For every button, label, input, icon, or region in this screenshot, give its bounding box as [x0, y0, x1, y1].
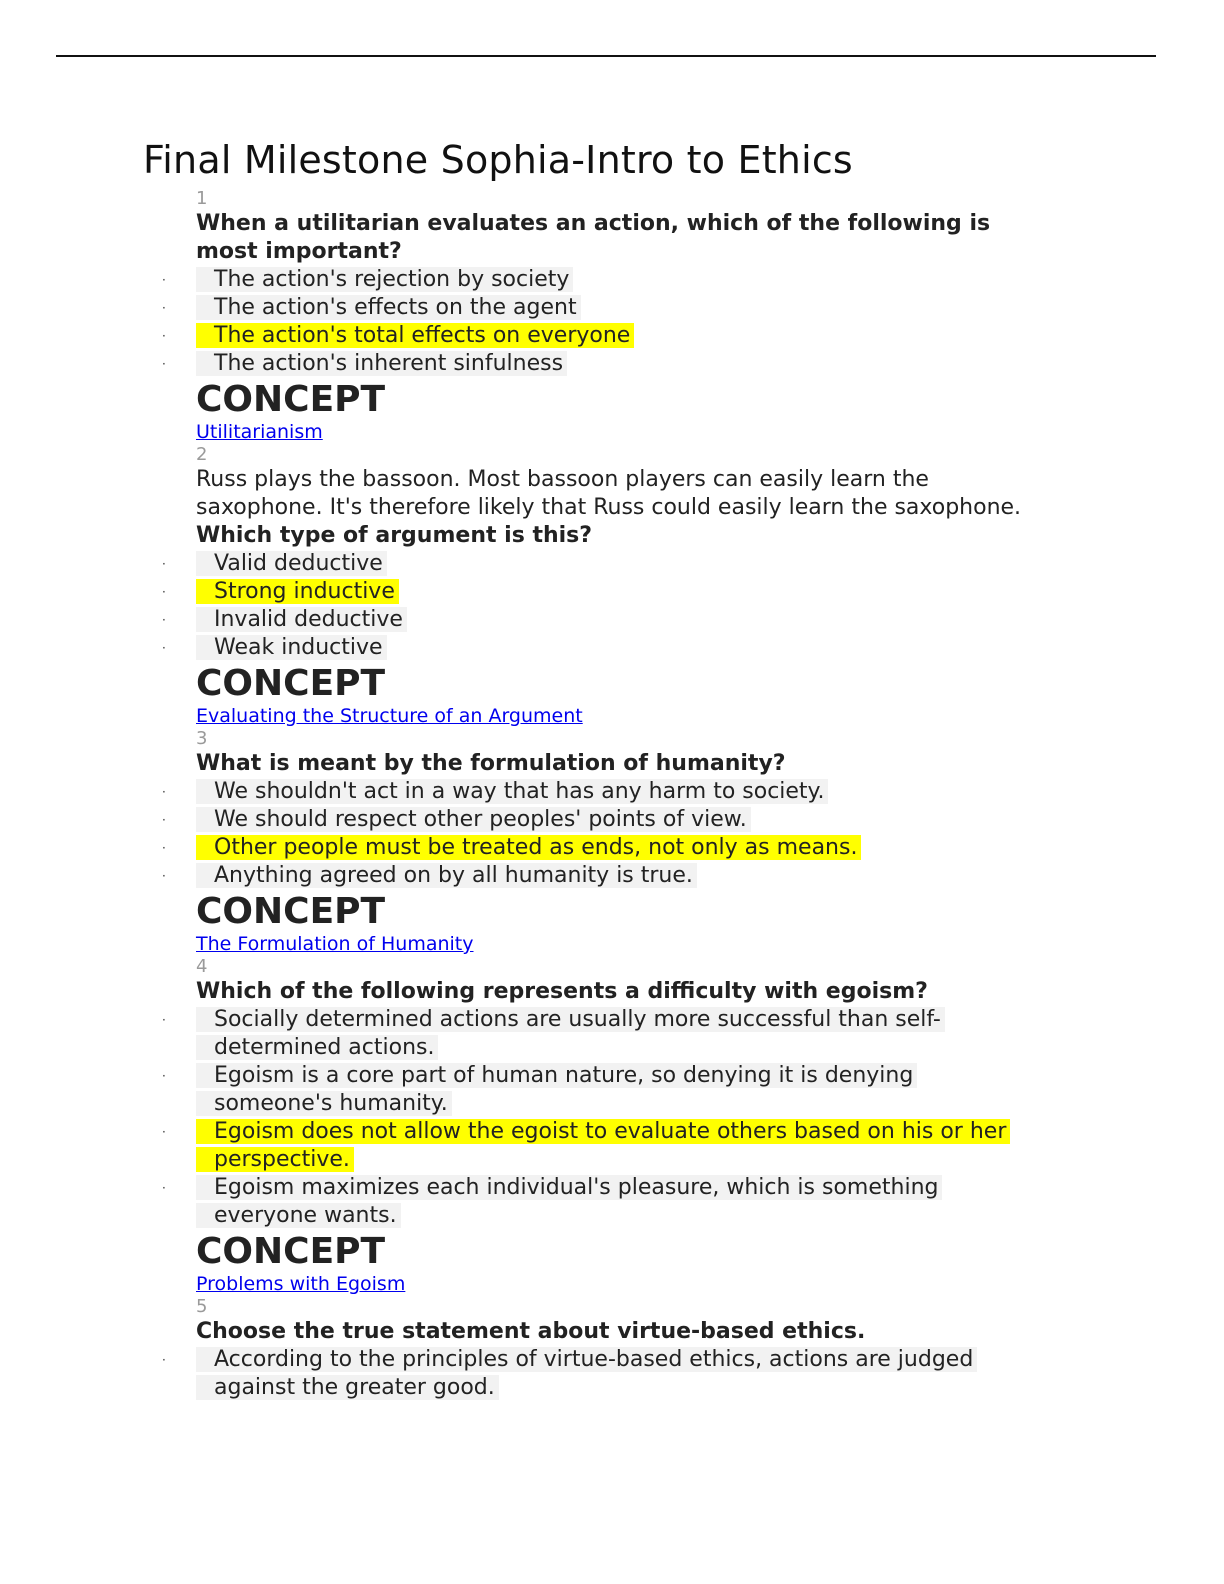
answer-option[interactable] [162, 550, 1036, 578]
header-rule [56, 55, 1156, 57]
answer-option-text: Socially determined actions are usually more successful than self-determined actions. [196, 1007, 945, 1060]
question-text: Which type of argument is this? [196, 523, 593, 548]
bullet-icon: · [162, 329, 166, 343]
page-title: Final Milestone Sophia-Intro to Ethics [143, 138, 853, 182]
bullet-icon: · [162, 841, 166, 855]
answer-option[interactable] [162, 266, 1036, 294]
answer-option-text: We should respect other peoples' points of view. [196, 807, 751, 832]
answer-option-text: The action's rejection by society [196, 267, 573, 292]
answer-option[interactable] [162, 634, 1036, 662]
bullet-icon: · [162, 613, 166, 627]
answer-option-text: Invalid deductive [196, 607, 407, 632]
answer-option-text: The action's effects on the agent [196, 295, 581, 320]
question-text: Choose the true statement about virtue-based ethics. [196, 1319, 866, 1344]
answer-option[interactable] [162, 1174, 1036, 1230]
bullet-icon: · [162, 273, 166, 287]
answer-options [162, 550, 1036, 662]
question-text: What is meant by the formulation of humanity? [196, 751, 786, 776]
answer-option-text: According to the principles of virtue-based ethics, actions are judged against the greater good. [196, 1347, 977, 1400]
answer-option-text: The action's total effects on everyone [196, 323, 634, 348]
concept-link[interactable]: Utilitarianism [196, 421, 323, 443]
question-text: Which of the following represents a difficulty with egoism? [196, 979, 928, 1004]
concept-heading: CONCEPT [196, 663, 386, 704]
bullet-icon: · [162, 557, 166, 571]
answer-option-correct[interactable] [162, 322, 1036, 350]
answer-option[interactable] [162, 1062, 1036, 1118]
concept-heading: CONCEPT [196, 891, 386, 932]
answer-option-text: Weak inductive [196, 635, 387, 660]
question-number: 5 [196, 1296, 208, 1317]
bullet-icon: · [162, 869, 166, 883]
answer-option[interactable] [162, 1006, 1036, 1062]
question-stem: Russ plays the bassoon. Most bassoon players can easily learn the saxophone. It's therefore likely that Russ could easily learn the saxophone. [196, 467, 1022, 520]
concept-heading: CONCEPT [196, 379, 386, 420]
question-text: When a utilitarian evaluates an action, which of the following is most important? [196, 211, 991, 264]
question-block [162, 444, 1036, 728]
answer-option-correct[interactable] [162, 834, 1036, 862]
answer-option-text: We shouldn't act in a way that has any harm to society. [196, 779, 828, 804]
question-list [162, 188, 1036, 1402]
answer-option[interactable] [162, 1346, 1036, 1402]
bullet-icon: · [162, 585, 166, 599]
answer-option[interactable] [162, 806, 1036, 834]
concept-heading: CONCEPT [196, 1231, 386, 1272]
answer-option[interactable] [162, 778, 1036, 806]
answer-option[interactable] [162, 606, 1036, 634]
answer-option[interactable] [162, 862, 1036, 890]
bullet-icon: · [162, 1181, 166, 1195]
question-block [162, 1296, 1036, 1402]
answer-option[interactable] [162, 350, 1036, 378]
answer-option[interactable] [162, 294, 1036, 322]
question-number: 2 [196, 444, 208, 465]
answer-option-text: Anything agreed on by all humanity is true. [196, 863, 697, 888]
answer-options [162, 1006, 1036, 1230]
answer-option-text: Egoism is a core part of human nature, so denying it is denying someone's humanity. [196, 1063, 917, 1116]
answer-options [162, 1346, 1036, 1402]
bullet-icon: · [162, 357, 166, 371]
question-number: 3 [196, 728, 208, 749]
bullet-icon: · [162, 1125, 166, 1139]
question-number: 4 [196, 956, 208, 977]
answer-option-correct[interactable] [162, 1118, 1036, 1174]
bullet-icon: · [162, 1069, 166, 1083]
bullet-icon: · [162, 1353, 166, 1367]
answer-option-text: Strong inductive [196, 579, 399, 604]
answer-option-text: Egoism does not allow the egoist to evaluate others based on his or her perspective. [196, 1119, 1010, 1172]
question-number: 1 [196, 188, 208, 209]
answer-options [162, 778, 1036, 890]
concept-link[interactable]: Problems with Egoism [196, 1273, 406, 1295]
question-block [162, 956, 1036, 1296]
bullet-icon: · [162, 785, 166, 799]
concept-link[interactable]: The Formulation of Humanity [196, 933, 474, 955]
answer-option-text: Other people must be treated as ends, not only as means. [196, 835, 861, 860]
bullet-icon: · [162, 641, 166, 655]
answer-option-correct[interactable] [162, 578, 1036, 606]
bullet-icon: · [162, 813, 166, 827]
question-block [162, 728, 1036, 956]
concept-link[interactable]: Evaluating the Structure of an Argument [196, 705, 583, 727]
answer-option-text: Egoism maximizes each individual's pleasure, which is something everyone wants. [196, 1175, 942, 1228]
answer-options [162, 266, 1036, 378]
question-block [162, 188, 1036, 444]
bullet-icon: · [162, 1013, 166, 1027]
answer-option-text: Valid deductive [196, 551, 387, 576]
answer-option-text: The action's inherent sinfulness [196, 351, 567, 376]
bullet-icon: · [162, 301, 166, 315]
